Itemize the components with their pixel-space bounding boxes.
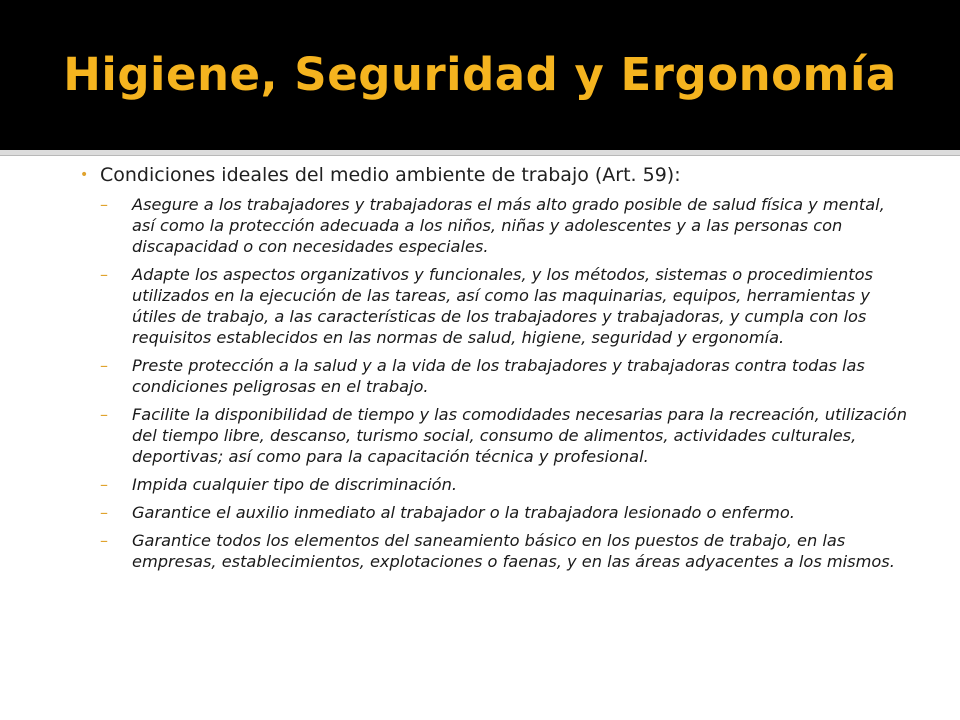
sub-bullet-list (80, 194, 910, 572)
sub-bullet-text: Preste protección a la salud y a la vida de los trabajadores y trabajadoras contra todas las condiciones peligrosas en el trabajo. (132, 356, 865, 396)
sub-bullet-item (100, 404, 910, 467)
dash-marker: – (100, 356, 108, 375)
slide-title: Higiene, Seguridad y Ergonomía (63, 48, 897, 101)
sub-bullet-item (100, 355, 910, 397)
sub-bullet-item (100, 502, 910, 523)
sub-bullet-item (100, 264, 910, 348)
sub-bullet-text: Asegure a los trabajadores y trabajadoras el más alto grado posible de salud física y mental, así como la protección adecuada a los niños, niñas y adolescentes y a las personas con discapacidad o con necesidades especiales. (132, 195, 885, 256)
title-divider (0, 150, 960, 156)
slide-content (80, 162, 910, 579)
bullet-marker: • (80, 167, 89, 183)
dash-marker: – (100, 195, 108, 214)
dash-marker: – (100, 503, 108, 522)
dash-marker: – (100, 405, 108, 424)
main-bullet-text: Condiciones ideales del medio ambiente de trabajo (Art. 59): (100, 164, 681, 186)
dash-marker: – (100, 265, 108, 284)
sub-bullet-text: Impida cualquier tipo de discriminación. (132, 475, 457, 494)
sub-bullet-text: Garantice el auxilio inmediato al trabajador o la trabajadora lesionado o enfermo. (132, 503, 795, 522)
sub-bullet-item (100, 530, 910, 572)
sub-bullet-text: Facilite la disponibilidad de tiempo y las comodidades necesarias para la recreación, utilización del tiempo libre, descanso, turismo social, consumo de alimentos, actividades culturales, deportivas; así como para la capacitación técnica y profesional. (132, 405, 907, 466)
sub-bullet-text: Adapte los aspectos organizativos y funcionales, y los métodos, sistemas o procedimientos utilizados en la ejecución de las tareas, así como las maquinarias, equipos, herramientas y útiles de trabajo, a las características de los trabajadores y trabajadoras, y cumpla con los requisitos establecidos en las normas de salud, higiene, seguridad y ergonomía. (132, 265, 873, 347)
sub-bullet-item (100, 194, 910, 257)
sub-bullet-item (100, 474, 910, 495)
title-bar (0, 0, 960, 150)
dash-marker: – (100, 475, 108, 494)
main-bullet (80, 162, 910, 188)
sub-bullet-text: Garantice todos los elementos del saneamiento básico en los puestos de trabajo, en las empresas, establecimientos, explotaciones o faenas, y en las áreas adyacentes a los mismos. (132, 531, 895, 571)
dash-marker: – (100, 531, 108, 550)
